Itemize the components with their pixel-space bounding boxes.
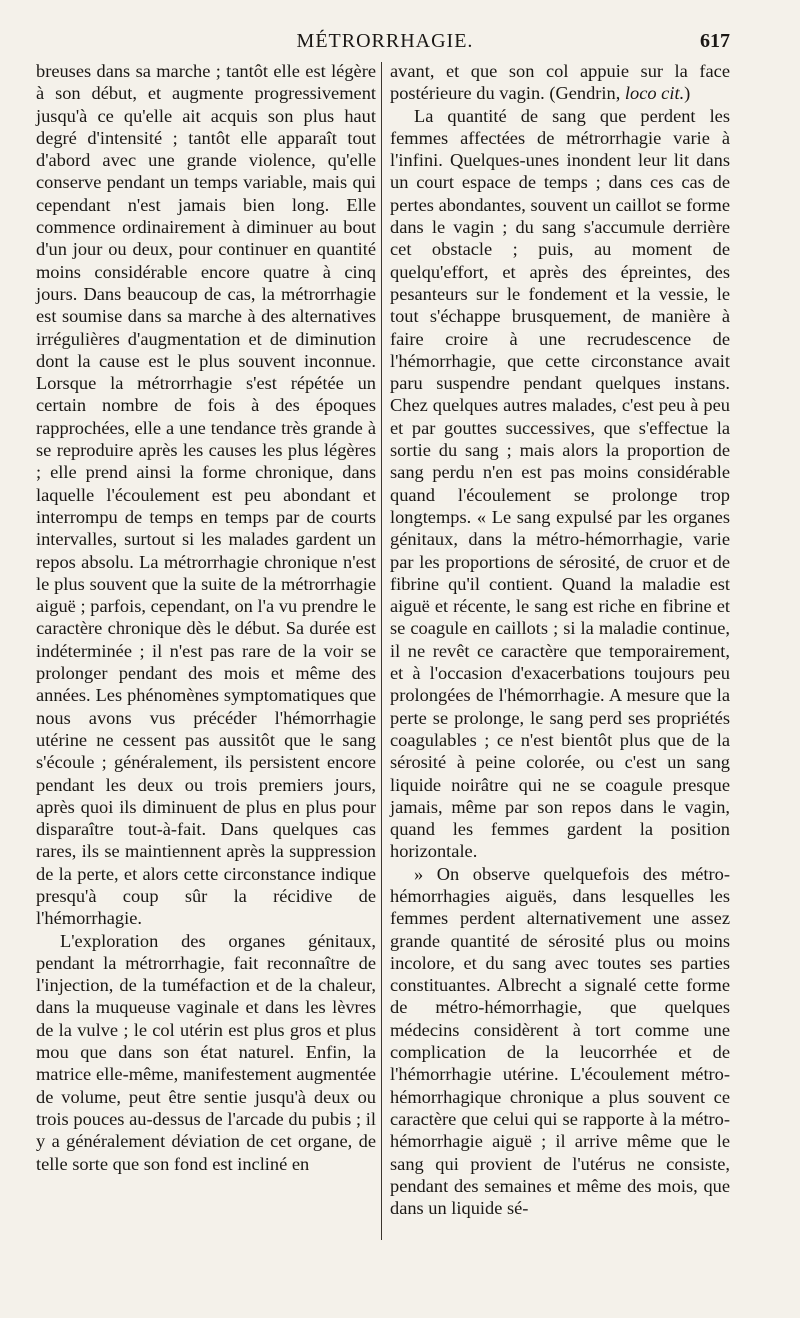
citation-loco-cit: loco cit. [624,83,685,104]
left-paragraph-2: L'exploration des organes génitaux, pendant la métrorrhagie, fait reconnaître de l'injection, de la tuméfaction et de la chaleur, dans la muqueuse vaginale et dans les lèvres de la vulve ; le col utérin est plus gros et plus mou que dans son état naturel. Enfin, la matrice elle-même, manifestement augmentée de volume, peut être sentie jusqu'à deux ou trois pouces au-dessus de l'arcade du pubis ; il y a généralement déviation de cet organe, de telle sorte que son fond est incliné en [36,930,376,1174]
citation-close: ) [684,83,691,104]
left-column [36,60,376,1175]
right-column [390,60,730,1219]
column-divider [381,62,382,1240]
right-paragraph-1-text: avant, et que son col appuie sur la face postérieure du vagin. (Gendrin, [390,61,730,104]
left-paragraph-1: breuses dans sa marche ; tantôt elle est légère à son début, et augmente progressivement jusqu'à ce qu'elle ait acquis son plus haut degré d'intensité ; tantôt elle apparaît tout d'abord avec une grande violence, qu'elle conserve pendant un temps variable, mais qui cependant n'est jamais bien long. Elle commence ordinairement à diminuer au bout d'un jour ou deux, pour continuer en quantité moins considérable encore quatre à cinq jours. Dans beaucoup de cas, la métrorrhagie est soumise dans sa marche à des alternatives irrégulières d'augmentation et de diminution dont la cause est le plus souvent inconnue. Lorsque la métrorrhagie s'est répétée un certain nombre de fois à des époques rapprochées, elle a une tendance très grande à se reproduire après les causes les plus légères ; elle prend ainsi la forme chronique, dans laquelle l'écoulement est peu abondant et interrompu de temps en temps par de courts intervalles, surtout si les malades gardent un repos absolu. La métrorrhagie chronique n'est le plus souvent que la suite de la métrorrhagie aiguë ; parfois, cependant, on l'a vu prendre le caractère chronique dès le début. Sa durée est indéterminée ; il n'est pas rare de la voir se prolonger pendant des mois et même des années. Les phénomènes symptomatiques que nous avons vus précéder l'hémorrhagie utérine ne cessent pas aussitôt que le sang s'écoule ; généralement, ils persistent encore pendant les deux ou trois premiers jours, après quoi ils diminuent de plus en plus pour disparaître tout-à-fait. Dans quelques cas rares, ils se maintiennent après la suppression de la perte, et alors cette circonstance indique presqu'à coup sûr la récidive de l'hémorrhagie. [36,61,376,929]
running-head [40,30,730,58]
page-number: 617 [700,30,730,52]
running-title: MÉTRORRHAGIE. [296,30,474,52]
right-paragraph-3: » On observe quelquefois des métro-hémorrhagies aiguës, dans lesquelles les femmes perdent alternativement une assez grande quantité de sérosité plus ou moins incolore, et du sang avec toutes ses parties constituantes. Albrecht a signalé cette forme de métro-hémorrhagie, que quelques médecins considèrent à tort comme une complication de la leucorrhée et de l'hémorrhagie utérine. L'écoulement métro-hémorrhagique chronique a plus souvent ce caractère que celui qui se rapporte à la métro-hémorrhagie aiguë ; il arrive même que le sang qui provient de l'utérus ne consiste, pendant des semaines et même des mois, que dans un liquide sé- [390,863,730,1219]
right-paragraph-2: La quantité de sang que perdent les femmes affectées de métrorrhagie varie à l'infini. Quelques-unes inondent leur lit dans un court espace de temps ; dans ces cas de pertes abondantes, souvent un caillot se forme dans le vagin ; du sang s'accumule derrière cet obstacle ; puis, au moment de quelqu'effort, et après des épreintes, des pesanteurs sur le fondement et la vessie, le tout s'échappe brusquement, de manière à faire croire à une recrudescence de l'hémorrhagie, que cette circonstance avait paru suspendre pendant quelques instans. Chez quelques autres malades, c'est peu à peu et par gouttes successives, que s'effectue la sortie du sang ; mais alors la proportion de sang perdu n'en est pas moins considérable quand l'écoulement se prolonge trop longtemps. « Le sang expulsé par les organes génitaux, dans la métro-hémorrhagie, varie par les proportions de sérosité, de cruor et de fibrine qu'il contient. Quand la maladie est aiguë et récente, le sang est riche en fibrine et se coagule en caillots ; si la maladie continue, il ne revêt ce caractère que temporairement, et à l'occasion d'exacerbations toujours peu prolongées de l'hémorrhagie. A mesure que la perte se prolonge, le sang perd ses propriétés coagulables ; ce n'est bientôt plus que de la sérosité à peine colorée, ou c'est un sang liquide noirâtre qui ne se coagule presque jamais, même par son repos dans le vagin, quand les femmes gardent la position horizontale. [390,105,730,862]
right-paragraph-1 [390,60,730,105]
